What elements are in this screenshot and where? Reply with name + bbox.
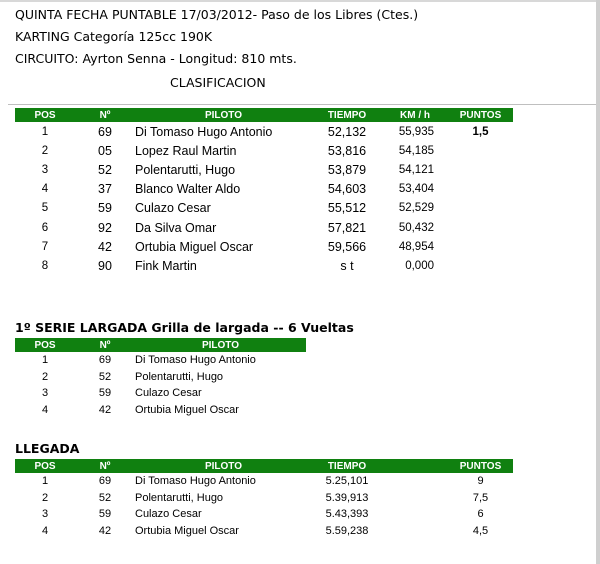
cell-pos: 3 <box>41 163 49 176</box>
table-row <box>15 160 513 179</box>
cell-tiempo: 5.39,913 <box>325 491 369 504</box>
header-circuit: CIRCUITO: Ayrton Senna - Longitud: 810 mts. <box>15 51 297 66</box>
table-row <box>15 402 306 419</box>
table-row <box>15 352 306 369</box>
cell-puntos <box>448 160 513 179</box>
cell-kmh: 0,000 <box>405 259 434 272</box>
cell-tiempo: 52,132 <box>327 124 367 139</box>
col-header-num: Nº <box>75 108 135 122</box>
cell-num: 69 <box>98 354 112 367</box>
table-header-row <box>15 108 513 122</box>
col-header-kmh: KM / h <box>382 108 448 122</box>
cell-piloto: Lopez Raul Martin <box>135 143 237 158</box>
section-title-llegada: LLEGADA <box>15 441 80 456</box>
col-header-piloto: PILOTO <box>135 459 312 473</box>
header-category: KARTING Categoría 125cc 190K <box>15 29 213 44</box>
cell-empty <box>382 506 448 523</box>
cell-puntos <box>448 237 513 256</box>
table-row <box>15 369 306 386</box>
table-row <box>15 218 513 237</box>
cell-pos: 2 <box>41 491 49 504</box>
col-header-num: Nº <box>75 459 135 473</box>
serie-table <box>15 338 306 418</box>
cell-piloto: Da Silva Omar <box>135 220 217 235</box>
cell-kmh: 48,954 <box>398 240 434 253</box>
cell-num: 69 <box>98 475 112 488</box>
cell-pos: 6 <box>41 221 49 234</box>
section-title-serie: 1º SERIE LARGADA Grilla de largada -- 6 Vueltas <box>15 320 354 335</box>
top-border <box>0 0 600 2</box>
table-header-row <box>15 338 306 352</box>
cell-tiempo: 53,816 <box>327 143 367 158</box>
cell-kmh: 54,121 <box>398 163 434 176</box>
clasificacion-table <box>15 108 513 276</box>
cell-tiempo: 59,566 <box>327 239 367 254</box>
cell-pos: 4 <box>41 403 49 416</box>
col-header-num: Nº <box>75 338 135 352</box>
cell-puntos <box>448 180 513 199</box>
cell-piloto: Ortubia Miguel Oscar <box>135 524 239 537</box>
cell-puntos: 6 <box>477 508 484 521</box>
table-row <box>15 490 513 507</box>
col-header-piloto: PILOTO <box>135 338 306 352</box>
cell-tiempo: 57,821 <box>327 220 367 235</box>
cell-tiempo: 55,512 <box>327 201 367 216</box>
col-header-pos: POS <box>15 338 75 352</box>
cell-puntos: 4,5 <box>472 524 489 537</box>
col-header-pos: POS <box>15 459 75 473</box>
cell-num: 52 <box>98 162 112 177</box>
cell-num: 59 <box>98 201 112 216</box>
table-row <box>15 256 513 275</box>
cell-piloto: Polentarutti, Hugo <box>135 162 236 177</box>
cell-num: 05 <box>98 143 112 158</box>
cell-piloto: Ortubia Miguel Oscar <box>135 403 239 416</box>
cell-pos: 8 <box>41 259 49 272</box>
cell-kmh: 54,185 <box>398 144 434 157</box>
cell-kmh: 53,404 <box>398 183 434 196</box>
cell-piloto: Di Tomaso Hugo Antonio <box>135 354 256 367</box>
cell-tiempo: 5.59,238 <box>325 524 369 537</box>
cell-num: 59 <box>98 387 112 400</box>
cell-puntos: 7,5 <box>472 491 489 504</box>
cell-piloto: Blanco Walter Aldo <box>135 182 241 197</box>
cell-kmh: 55,935 <box>398 125 434 138</box>
col-header-tiempo: TIEMPO <box>312 108 382 122</box>
table-row <box>15 473 513 490</box>
cell-puntos: 9 <box>477 475 484 488</box>
cell-piloto: Polentarutti, Hugo <box>135 370 224 383</box>
cell-pos: 7 <box>41 240 49 253</box>
table-header-row <box>15 459 513 473</box>
header-event: QUINTA FECHA PUNTABLE 17/03/2012- Paso de los Libres (Ctes.) <box>15 7 419 22</box>
cell-piloto: Culazo Cesar <box>135 201 211 216</box>
cell-piloto: Ortubia Miguel Oscar <box>135 239 254 254</box>
col-header-puntos: PUNTOS <box>448 459 513 473</box>
cell-num: 42 <box>98 403 112 416</box>
cell-num: 59 <box>98 508 112 521</box>
cell-pos: 1 <box>41 354 49 367</box>
cell-puntos <box>448 199 513 218</box>
cell-pos: 3 <box>41 508 49 521</box>
table-row <box>15 199 513 218</box>
cell-kmh: 52,529 <box>398 202 434 215</box>
cell-tiempo: 54,603 <box>327 182 367 197</box>
cell-piloto: Culazo Cesar <box>135 387 202 400</box>
llegada-table <box>15 459 513 539</box>
cell-tiempo: 53,879 <box>327 162 367 177</box>
cell-empty <box>382 523 448 540</box>
table-row <box>15 237 513 256</box>
table-row <box>15 122 513 141</box>
cell-empty <box>382 490 448 507</box>
cell-piloto: Di Tomaso Hugo Antonio <box>135 124 273 139</box>
cell-pos: 1 <box>41 475 49 488</box>
col-header-pos: POS <box>15 108 75 122</box>
col-header-puntos: PUNTOS <box>448 108 513 122</box>
table-row <box>15 523 513 540</box>
cell-pos: 2 <box>41 144 49 157</box>
cell-tiempo: 5.25,101 <box>325 475 369 488</box>
cell-tiempo: s t <box>340 258 354 273</box>
cell-num: 92 <box>98 220 112 235</box>
cell-piloto: Fink Martin <box>135 258 197 273</box>
cell-pos: 3 <box>41 387 49 400</box>
cell-num: 37 <box>98 182 112 197</box>
cell-puntos <box>448 218 513 237</box>
cell-num: 52 <box>98 491 112 504</box>
cell-piloto: Culazo Cesar <box>135 508 202 521</box>
cell-puntos: 1,5 <box>472 125 489 138</box>
cell-pos: 1 <box>41 125 49 138</box>
cell-pos: 4 <box>41 183 49 196</box>
cell-tiempo: 5.43,393 <box>325 508 369 521</box>
section-title-clasificacion: CLASIFICACION <box>170 75 266 90</box>
cell-puntos <box>448 256 513 275</box>
cell-empty <box>382 473 448 490</box>
cell-piloto: Polentarutti, Hugo <box>135 491 224 504</box>
table-row <box>15 180 513 199</box>
cell-num: 52 <box>98 370 112 383</box>
col-header-tiempo: TIEMPO <box>312 459 382 473</box>
separator <box>8 104 596 105</box>
table-row <box>15 141 513 160</box>
cell-kmh: 50,432 <box>398 221 434 234</box>
right-border <box>596 0 600 564</box>
col-header-blank <box>382 459 448 473</box>
cell-num: 42 <box>98 239 112 254</box>
cell-pos: 4 <box>41 524 49 537</box>
cell-num: 69 <box>98 124 112 139</box>
cell-pos: 2 <box>41 370 49 383</box>
table-row <box>15 506 513 523</box>
cell-num: 42 <box>98 524 112 537</box>
table-row <box>15 385 306 402</box>
cell-puntos <box>448 141 513 160</box>
cell-piloto: Di Tomaso Hugo Antonio <box>135 475 256 488</box>
col-header-piloto: PILOTO <box>135 108 312 122</box>
cell-num: 90 <box>98 258 112 273</box>
cell-pos: 5 <box>41 202 49 215</box>
